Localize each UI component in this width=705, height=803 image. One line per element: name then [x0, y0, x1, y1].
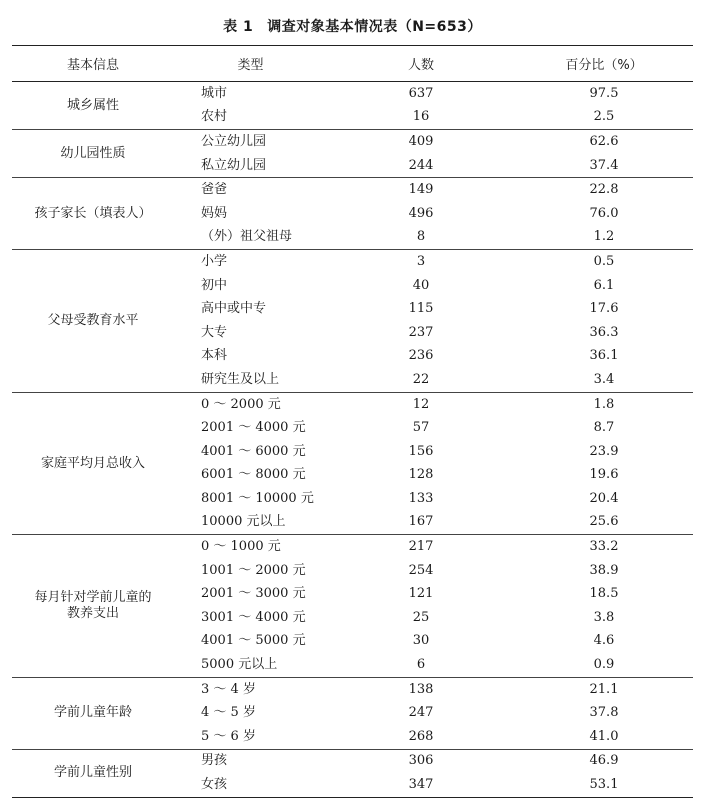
type-cell: 公立幼儿园	[174, 130, 327, 154]
count-cell: 25	[412, 609, 430, 625]
header-type: 类型	[174, 46, 327, 82]
count-cell: 22	[412, 371, 430, 387]
type-cell: 高中或中专	[201, 301, 267, 317]
group-name-cell: 每月针对学前儿童的 教养支出	[12, 535, 174, 678]
type-cell: 城市	[174, 82, 327, 106]
percent-cell: 20.4	[589, 490, 619, 506]
type-cell: 男孩	[174, 749, 327, 773]
type-cell: 4 ～ 5 岁	[201, 705, 256, 721]
percent-cell: 4.6	[593, 633, 615, 649]
count-cell: 247	[408, 705, 434, 721]
count-cell: 236	[408, 348, 434, 364]
type-cell: 0 ～ 2000 元	[174, 392, 327, 416]
count-cell: 149	[327, 178, 515, 202]
percent-cell: 2.5	[593, 109, 615, 125]
type-cell: 女孩	[174, 773, 327, 797]
percent-cell: 37.8	[589, 705, 619, 721]
count-cell: 254	[408, 562, 434, 578]
group-name-cell: 幼儿园性质	[12, 130, 174, 178]
header-percent: 百分比（%）	[515, 46, 693, 82]
percent-cell: 97.5	[515, 82, 693, 106]
percent-cell: 19.6	[589, 467, 619, 483]
percent-cell: 62.6	[515, 130, 693, 154]
table-row	[12, 535, 693, 559]
group-name-cell: 学前儿童年龄	[12, 677, 174, 749]
table-caption-title: 调查对象基本情况表（N=653）	[267, 19, 482, 35]
count-cell: 115	[408, 301, 434, 317]
percent-cell: 53.1	[515, 773, 693, 797]
group-name-cell: 家庭平均月总收入	[12, 392, 174, 535]
count-cell: 306	[327, 749, 515, 773]
percent-cell: 37.4	[589, 157, 619, 173]
count-cell: 167	[408, 514, 434, 530]
type-cell: 私立幼儿园	[201, 157, 267, 173]
percent-cell: 8.7	[593, 420, 615, 436]
type-cell: 6001 ～ 8000 元	[201, 467, 306, 483]
type-cell: （外）祖父祖母	[201, 229, 293, 245]
count-cell: 16	[412, 109, 430, 125]
count-cell: 244	[408, 157, 434, 173]
count-cell: 8	[416, 229, 426, 245]
percent-cell: 21.1	[515, 677, 693, 701]
table-caption-label: 表 1	[223, 19, 254, 35]
table-row	[12, 178, 693, 202]
count-cell: 6	[416, 657, 426, 673]
table-row	[12, 677, 693, 701]
percent-cell: 38.9	[589, 562, 619, 578]
type-cell: 5 ～ 6 岁	[201, 728, 256, 744]
percent-cell: 25.6	[589, 514, 619, 530]
type-cell: 小学	[174, 250, 327, 274]
count-cell: 12	[327, 392, 515, 416]
type-cell: 爸爸	[174, 178, 327, 202]
count-cell: 409	[327, 130, 515, 154]
type-cell: 10000 元以上	[201, 514, 286, 530]
type-cell: 1001 ～ 2000 元	[201, 562, 306, 578]
type-cell: 大专	[201, 324, 228, 340]
demographics-table	[12, 45, 693, 798]
percent-cell: 46.9	[515, 749, 693, 773]
table-row	[12, 749, 693, 773]
header-basic-info: 基本信息	[12, 46, 174, 82]
count-cell: 40	[412, 277, 430, 293]
count-cell: 121	[408, 586, 434, 602]
percent-cell: 41.0	[589, 728, 619, 744]
type-cell: 2001 ～ 3000 元	[201, 586, 306, 602]
count-cell: 138	[327, 677, 515, 701]
percent-cell: 0.5	[515, 250, 693, 274]
count-cell: 57	[412, 420, 430, 436]
type-cell: 3001 ～ 4000 元	[201, 609, 306, 625]
table-caption	[0, 16, 705, 36]
table-row	[12, 130, 693, 154]
count-cell: 268	[408, 728, 434, 744]
percent-cell: 1.8	[515, 392, 693, 416]
count-cell: 496	[408, 205, 434, 221]
type-cell: 4001 ～ 5000 元	[201, 633, 306, 649]
table-row	[12, 82, 693, 106]
table-body	[12, 82, 693, 798]
count-cell: 347	[327, 773, 515, 797]
group-name-cell: 学前儿童性别	[12, 749, 174, 797]
percent-cell: 36.1	[589, 348, 619, 364]
percent-cell: 1.2	[593, 229, 615, 245]
count-cell: 133	[408, 490, 434, 506]
count-cell: 128	[408, 467, 434, 483]
type-cell: 5000 元以上	[201, 657, 278, 673]
percent-cell: 76.0	[589, 205, 619, 221]
header-count: 人数	[327, 46, 515, 82]
count-cell: 3	[327, 250, 515, 274]
type-cell: 4001 ～ 6000 元	[201, 443, 306, 459]
group-name-cell: 父母受教育水平	[12, 250, 174, 393]
percent-cell: 17.6	[589, 301, 619, 317]
type-cell: 本科	[201, 348, 228, 364]
percent-cell: 3.4	[593, 371, 615, 387]
count-cell: 30	[412, 633, 430, 649]
type-cell: 3 ～ 4 岁	[174, 677, 327, 701]
count-cell: 237	[408, 324, 434, 340]
group-name-cell: 孩子家长（填表人）	[12, 178, 174, 250]
type-cell: 初中	[201, 277, 228, 293]
type-cell: 8001 ～ 10000 元	[201, 490, 314, 506]
table-row	[12, 392, 693, 416]
type-cell: 妈妈	[201, 205, 228, 221]
count-cell: 637	[327, 82, 515, 106]
count-cell: 217	[327, 535, 515, 559]
type-cell: 2001 ～ 4000 元	[201, 420, 306, 436]
percent-cell: 0.9	[593, 657, 615, 673]
group-name-cell: 城乡属性	[12, 82, 174, 130]
percent-cell: 18.5	[589, 586, 619, 602]
percent-cell: 22.8	[515, 178, 693, 202]
percent-cell: 36.3	[589, 324, 619, 340]
percent-cell: 33.2	[515, 535, 693, 559]
type-cell: 农村	[201, 109, 228, 125]
type-cell: 研究生及以上	[201, 371, 280, 387]
table-header-row	[12, 46, 693, 82]
percent-cell: 6.1	[593, 277, 615, 293]
count-cell: 156	[408, 443, 434, 459]
percent-cell: 3.8	[593, 609, 615, 625]
percent-cell: 23.9	[589, 443, 619, 459]
type-cell: 0 ～ 1000 元	[174, 535, 327, 559]
table-row	[12, 250, 693, 274]
